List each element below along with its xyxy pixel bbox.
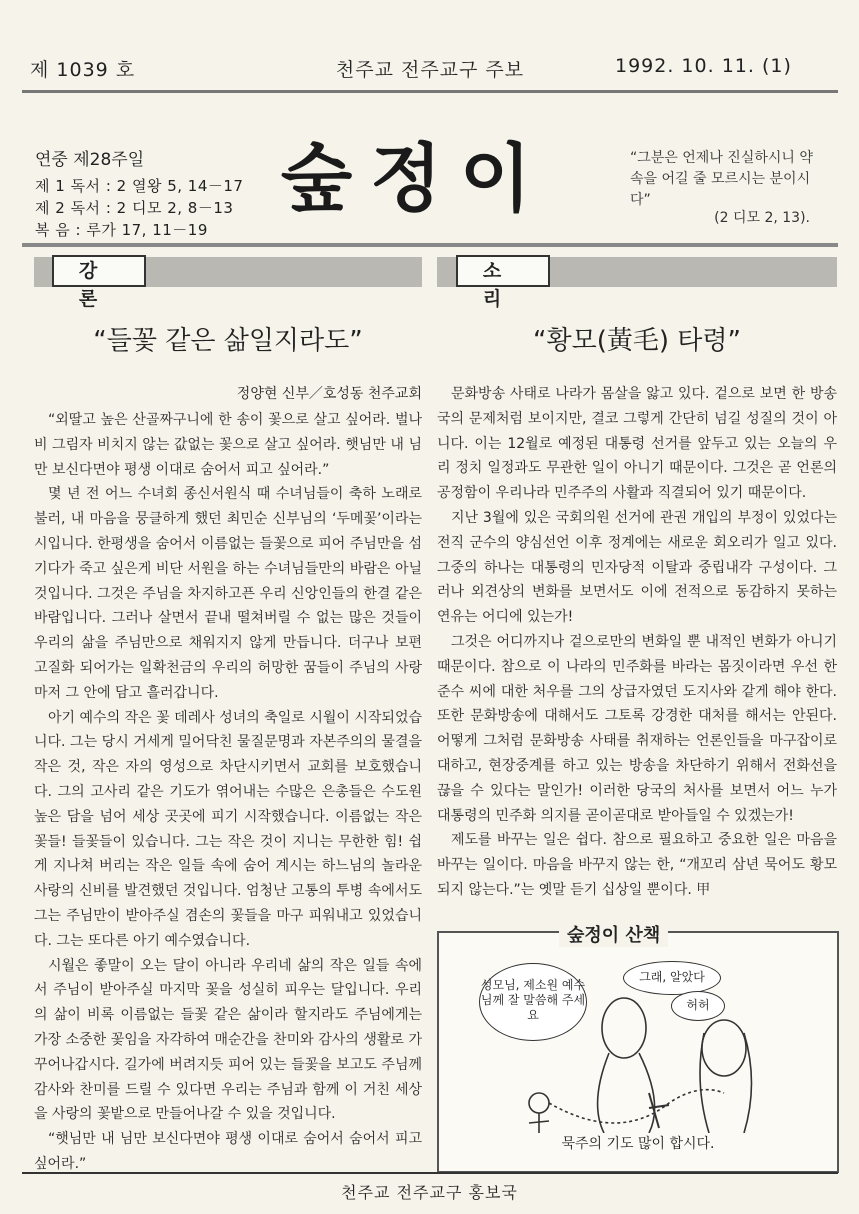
publisher: 천주교 전주교구 주보: [335, 59, 525, 81]
section-label-sermon: 강 론: [52, 255, 146, 287]
header-rule: [22, 90, 838, 93]
cartoon-illustration: [439, 933, 837, 1133]
speech-bubble-jesus: 허허: [671, 991, 725, 1021]
cartoon-panel: [437, 925, 839, 1173]
sermon-paragraph: 아기 예수의 작은 꽃 데레사 성녀의 축일로 시월이 시작되었습니다. 그는 당시 거세게 밀어닥친 물질문명과 자본주의의 물결을 작은 것, 작은 자의 영성으로 차단시키면서 교회를 보호했습니다. 그의 고사리 같은 기도가 엮어내는 수많은 은총들은 수도원 높은 담을 넘어 세상 곳곳에 피기 시작했습니다. 이름없는 작은 꽃들! 들꽃들이 있습니다. 그는 작은 것이 지니는 무한한 힘! 쉽게 지나쳐 버리는 작은 일들 속에 숨어 계시는 하느님의 놀라운 사랑의 신비를 발견했던 것입니다. 엄청난 고통의 투병 속에서도 그는 주님만이 받아주실 겸손의 꽃들을 마구 피워내고 있었습니다. 그는 또다른 아기 예수였습니다.: [34, 709, 422, 949]
masthead-title: 숲정이: [280, 136, 550, 222]
sermon-body: [34, 408, 422, 1177]
cartoon-caption: 묵주의 기도 많이 합시다.: [561, 1136, 715, 1152]
editorial-paragraph: 문화방송 사태로 나라가 몸살을 앓고 있다. 겉으로 보면 한 방송국의 문제처럼 보이지만, 결코 그렇게 간단히 넘길 성질의 것이 아니다. 이는 12월로 예정된 대통령 선거를 앞두고 있는 오늘의 우리 정치 일정과도 무관한 일이 아니기 때문이다. 그것은 곧 언론의 공정함이 우리나라 민주주의 사활과 직결되어 있기 때문이다.: [437, 386, 837, 502]
speech-bubble-mary: 그래, 알았다: [623, 961, 721, 995]
sermon-title: “들꽃 같은 삶일지라도”: [93, 326, 363, 356]
footer-text: 천주교 전주교구 홍보국: [341, 1183, 518, 1202]
issue-date: 1992. 10. 11. (1): [615, 55, 792, 77]
editorial-title: “황모(黃毛) 타령”: [533, 326, 741, 356]
quote-source: (2 디모 2, 13).: [714, 210, 810, 226]
editorial-body: [437, 382, 837, 903]
speech-bubble-girl: 성모님, 제소원 예수님께 잘 말씀해 주세요: [479, 963, 587, 1041]
scripture-quote: “그분은 언제나 진실하시니 약속을 어길 줄 모르시는 분이시다”: [630, 150, 813, 208]
editorial-paragraph: 지난 3월에 있은 국회의원 선거에 관권 개입의 부정이 있었다는 전직 군수의 양심선언 이후 정계에는 새로운 회오리가 일고 있다. 그중의 하나는 대통령의 민자당적 이탈과 중립내각 구성이다. 그러나 외견상의 변화를 보면서도 이에 전적으로 동감하지 못하는 연유는 어디에 있는가!: [437, 509, 837, 626]
liturgical-week: 연중 제28주일: [35, 150, 145, 170]
sermon-paragraph: “햇님만 내 님만 보신다면야 평생 이대로 숨어서 숨어서 피고 싶어라.”: [34, 1131, 422, 1172]
footer-rule: [22, 1172, 838, 1174]
section-label-voice: 소 리: [456, 255, 550, 287]
sermon-paragraph: “외딸고 높은 산골짜구니에 한 송이 꽃으로 살고 싶어라. 벌나비 그림자 비치지 않는 값없는 꽃으로 살고 싶어라. 햇님만 내 님만 보신다면야 평생 이대로 숨어서 피고 싶어라.”: [34, 412, 422, 478]
cartoon-title: 숲정이 산책: [559, 921, 668, 947]
editorial-paragraph: 제도를 바꾸는 일은 쉽다. 참으로 필요하고 중요한 일은 마음을 바꾸는 일이다. 마음을 바꾸지 않는 한, “개꼬리 삼년 묵어도 황모되지 않는다.”는 옛말 듣기 십상일 뿐이다. 甲: [437, 832, 837, 898]
editorial-paragraph: 그것은 어디까지나 겉으로만의 변화일 뿐 내적인 변화가 아니기 때문이다. 참으로 이 나라의 민주화를 바라는 몸짓이라면 우선 한준수 씨에 대한 처우를 그의 상급자였던 도지사와 같게 해야 한다. 또한 문화방송에 대해서도 그토록 강경한 대처를 해서는 안된다. 어떻게 그처럼 문화방송 사태를 취재하는 언론인들을 마구잡이로 대하고, 현장중계를 하고 있는 방송을 차단하기 위해서 전화선을 끊을 수 있다는 말인가! 이러한 당국의 처사를 보면서 어느 누가 대통령의 민주화 의지를 곧이곧대로 받아들일 수 있겠는가!: [437, 633, 837, 824]
sermon-paragraph: 몇 년 전 어느 수녀회 종신서원식 때 수녀님들이 축하 노래로 불러, 내 마음을 뭉클하게 했던 최민순 신부님의 ‘두메꽃’이라는 시입니다. 한평생을 숨어서 이름없는 들꽃으로 피어 주님만을 섬기다가 죽고 싶은게 비단 서원을 하는 수녀님들만의 바람은 아닐 것입니다. 그것은 주님을 차지하고픈 우리 신앙인들의 한결 같은 바람입니다. 그러나 살면서 끝내 떨쳐버릴 수 없는 많은 것들이 우리의 삶을 주님만으로 채워지지 않게 만듭니다. 더구나 보편 고질화 되어가는 일확천금의 우리의 허망한 꿈들이 주님의 사랑마저 그 안에 담고 흘러갑니다.: [34, 486, 422, 701]
issue-number: 제 1039 호: [30, 59, 136, 81]
sermon-byline: 정양현 신부／호성동 천주교회: [236, 386, 422, 402]
reading-1: 제 1 독서 : 2 열왕 5, 14－17: [35, 177, 244, 195]
gospel-reading: 복 음 : 루가 17, 11－19: [35, 221, 208, 239]
masthead-rule: [22, 243, 838, 247]
reading-2: 제 2 독서 : 2 디모 2, 8－13: [35, 199, 234, 217]
sermon-paragraph: 시월은 좋말이 오는 달이 아니라 우리네 삶의 작은 일들 속에서 주님이 받아주실 마지막 꽃을 성실히 피우는 달입니다. 우리의 삶이 비록 이름없는 들꽃 같은 삶이라 할지라도 주님에게는 가장 소중한 꽃임을 자각하여 매순간을 찬미와 감사의 생활로 가꾸어나갑시다. 길가에 버려지듯 피어 있는 들꽃을 보고도 주님께 감사와 찬미를 드릴 수 있다면 우리는 주님과 함께 이 거친 세상을 사랑의 꽃밭으로 만들어나갈 수 있을 것입니다.: [34, 957, 422, 1123]
